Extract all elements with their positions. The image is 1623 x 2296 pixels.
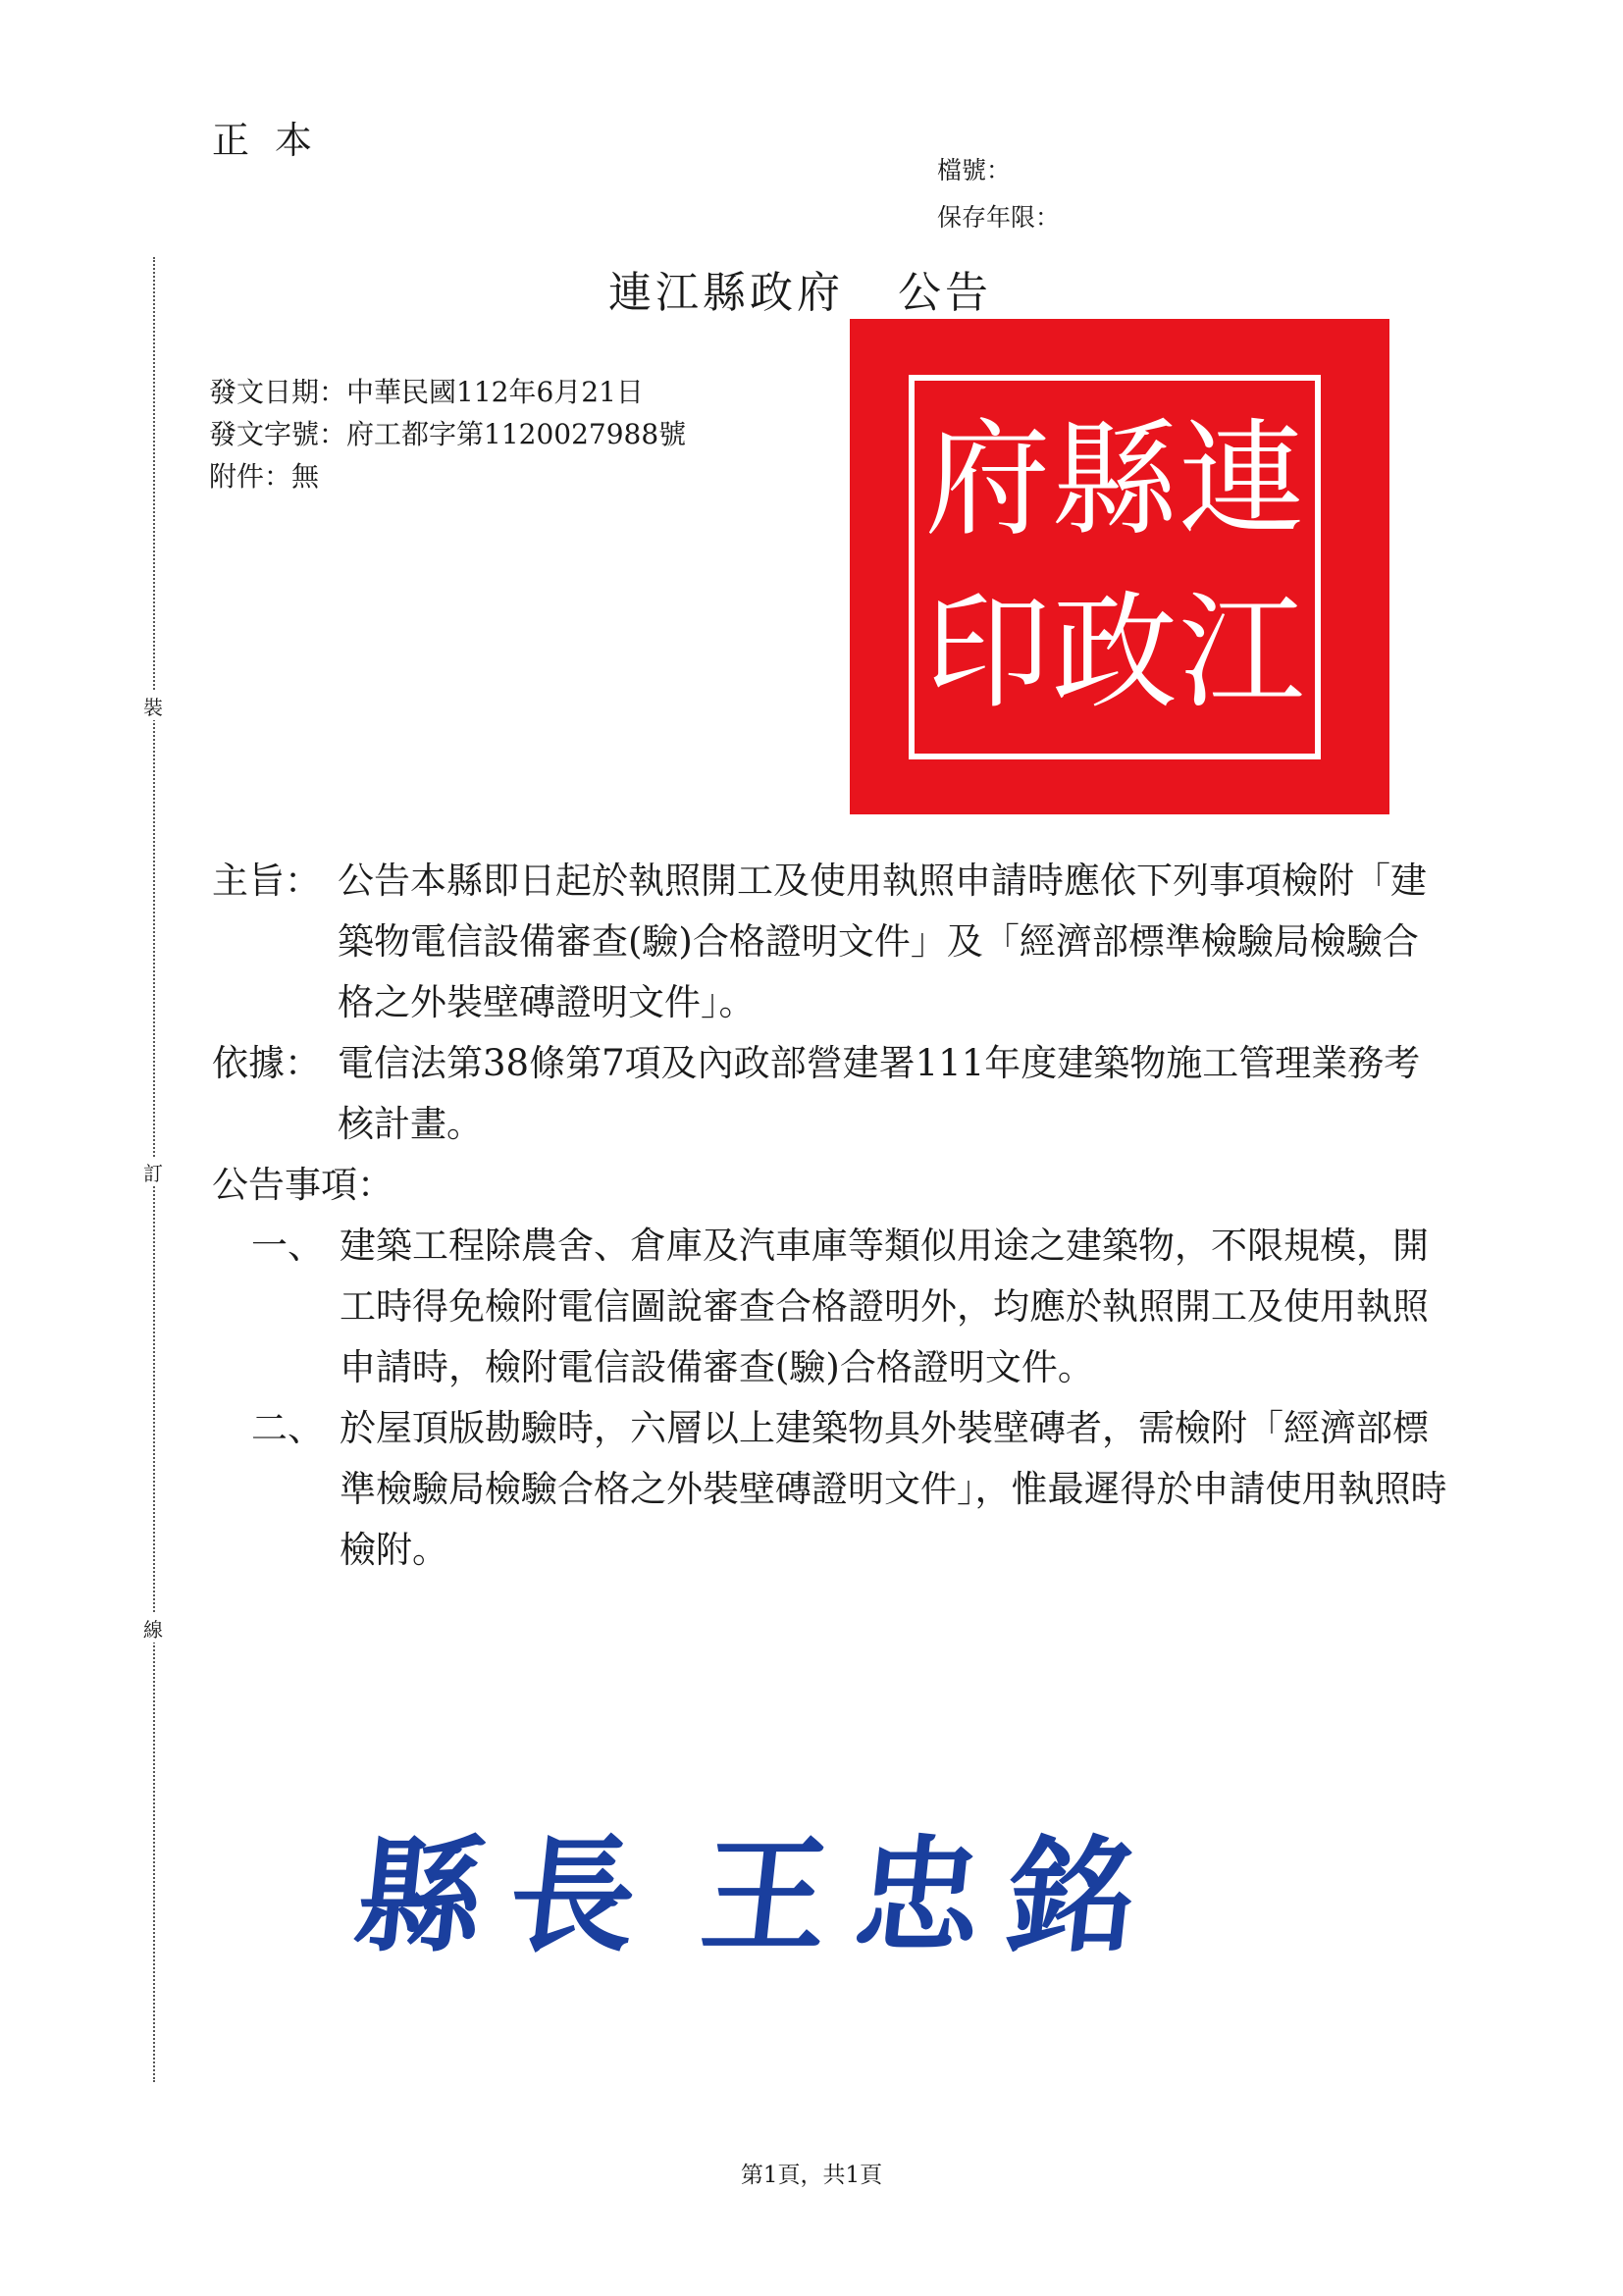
issue-date: 發文日期：中華民國112年6月21日 — [209, 376, 644, 408]
item-text: 建築工程除農舍、倉庫及汽車庫等類似用途之建築物，不限規模，開工時得免檢附電信圖說審查合格證明外，均應於執照開工及使用執照申請時，檢附電信設備審查(驗)合格證明文件。 — [340, 1225, 1429, 1388]
seal-char: 府 — [924, 407, 1051, 553]
basis-text: 電信法第38條第7項及內政部營建署111年度建築物施工管理業務考核計畫。 — [338, 1042, 1421, 1145]
title-doc-type: 公告 — [898, 268, 992, 318]
list-item — [251, 1216, 1448, 1398]
seal-char: 連 — [1178, 407, 1305, 553]
seal-char: 江 — [1178, 580, 1305, 726]
subject-label: 主旨： — [212, 860, 321, 902]
seal-char: 印 — [924, 580, 1051, 726]
subject-paragraph — [212, 851, 1448, 1033]
subject-text: 公告本縣即日起於執照開工及使用執照申請時應依下列事項檢附「建築物電信設備審查(驗)合格證明文件」及「經濟部標準檢驗局檢驗合格之外裝壁磚證明文件」。 — [338, 860, 1427, 1023]
items-title: 公告事項： — [212, 1164, 393, 1206]
title-organization: 連江縣政府 — [608, 268, 844, 318]
page-number: 第1頁，共1頁 — [740, 2163, 883, 2188]
copy-mark: 正本 — [212, 119, 339, 162]
item-text: 於屋頂版勘驗時，六層以上建築物具外裝壁磚者，需檢附「經濟部標準檢驗局檢驗合格之外裝壁磚證明文件」，惟最遲得於申請使用執照時檢附。 — [340, 1407, 1447, 1571]
basis-label: 依據： — [212, 1042, 321, 1084]
magistrate-signature — [348, 1796, 1172, 1976]
document-title — [608, 257, 992, 320]
seal-inner-border — [909, 375, 1321, 759]
official-seal — [850, 319, 1389, 814]
signature-name: 王忠銘 — [694, 1823, 1170, 1970]
binding-char-middle: 訂 — [138, 1158, 168, 1186]
basis-paragraph — [212, 1033, 1448, 1155]
attachment: 附件：無 — [209, 460, 320, 493]
list-item — [251, 1398, 1448, 1581]
file-meta — [937, 147, 1060, 241]
issue-meta — [209, 371, 686, 497]
issue-number: 發文字號：府工都字第1120027988號 — [209, 418, 687, 450]
binding-char-bottom: 線 — [138, 1614, 168, 1643]
seal-char: 縣 — [1052, 407, 1178, 553]
file-number-label: 檔號： — [937, 156, 1012, 184]
item-number: 一、 — [251, 1225, 324, 1267]
signature-title: 縣長 — [348, 1823, 671, 1970]
retention-period-label: 保存年限： — [937, 203, 1061, 232]
binding-char-top: 裝 — [138, 692, 168, 720]
document-body — [212, 851, 1448, 1581]
item-number: 二、 — [251, 1407, 324, 1449]
seal-char: 政 — [1052, 580, 1178, 726]
